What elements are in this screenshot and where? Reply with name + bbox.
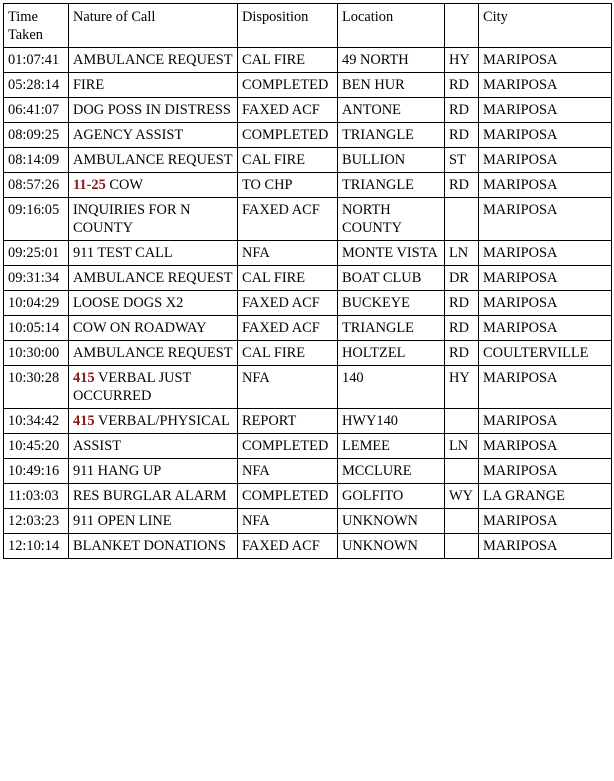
cell-disposition: CAL FIRE xyxy=(238,148,338,173)
cell-disposition: CAL FIRE xyxy=(238,341,338,366)
header-street-suffix xyxy=(445,4,479,48)
cell-location: ANTONE xyxy=(338,98,445,123)
cell-location: NORTH COUNTY xyxy=(338,198,445,241)
cell-street-suffix: ST xyxy=(445,148,479,173)
table-row xyxy=(4,341,612,366)
cell-street-suffix: RD xyxy=(445,123,479,148)
cell-location: TRIANGLE xyxy=(338,173,445,198)
cell-city: MARIPOSA xyxy=(479,534,612,559)
table-header-row xyxy=(4,4,612,48)
nature-text: LOOSE DOGS X2 xyxy=(73,295,184,311)
cell-disposition: CAL FIRE xyxy=(238,266,338,291)
cell-nature xyxy=(69,341,238,366)
cell-city: COULTERVILLE xyxy=(479,341,612,366)
cell-time: 10:34:42 xyxy=(4,409,69,434)
cell-street-suffix xyxy=(445,198,479,241)
cell-nature xyxy=(69,173,238,198)
nature-text: INQUIRIES FOR N COUNTY xyxy=(73,202,191,236)
cell-time: 05:28:14 xyxy=(4,73,69,98)
cell-nature xyxy=(69,48,238,73)
cell-disposition: REPORT xyxy=(238,409,338,434)
cell-location: BEN HUR xyxy=(338,73,445,98)
cell-disposition: NFA xyxy=(238,366,338,409)
cell-nature xyxy=(69,459,238,484)
cell-street-suffix: RD xyxy=(445,73,479,98)
nature-text: DOG POSS IN DISTRESS xyxy=(73,102,231,118)
cell-disposition: FAXED ACF xyxy=(238,98,338,123)
nature-text: RES BURGLAR ALARM xyxy=(73,488,227,504)
cell-location: BOAT CLUB xyxy=(338,266,445,291)
cell-city: MARIPOSA xyxy=(479,509,612,534)
cell-location: BUCKEYE xyxy=(338,291,445,316)
table-row xyxy=(4,534,612,559)
cell-city: MARIPOSA xyxy=(479,409,612,434)
nature-text: VERBAL JUST OCCURRED xyxy=(73,370,192,404)
cell-time: 06:41:07 xyxy=(4,98,69,123)
cell-street-suffix: RD xyxy=(445,291,479,316)
cell-time: 08:14:09 xyxy=(4,148,69,173)
table-row xyxy=(4,291,612,316)
cell-city: MARIPOSA xyxy=(479,73,612,98)
cell-disposition: FAXED ACF xyxy=(238,291,338,316)
cell-street-suffix: RD xyxy=(445,98,479,123)
cell-location: 49 NORTH xyxy=(338,48,445,73)
nature-text: AMBULANCE REQUEST xyxy=(73,152,233,168)
cell-disposition: COMPLETED xyxy=(238,434,338,459)
cell-time: 10:45:20 xyxy=(4,434,69,459)
table-row xyxy=(4,266,612,291)
cell-nature xyxy=(69,241,238,266)
table-row xyxy=(4,316,612,341)
cell-street-suffix: HY xyxy=(445,366,479,409)
table-row xyxy=(4,509,612,534)
cell-time: 12:03:23 xyxy=(4,509,69,534)
cell-city: MARIPOSA xyxy=(479,434,612,459)
nature-text: AGENCY ASSIST xyxy=(73,127,184,143)
nature-text: ASSIST xyxy=(73,438,121,454)
nature-text: 911 TEST CALL xyxy=(73,245,173,261)
cell-city: MARIPOSA xyxy=(479,98,612,123)
cell-time: 01:07:41 xyxy=(4,48,69,73)
cell-time: 09:16:05 xyxy=(4,198,69,241)
cell-city: MARIPOSA xyxy=(479,316,612,341)
cell-nature xyxy=(69,534,238,559)
cell-street-suffix: HY xyxy=(445,48,479,73)
cell-location: HWY140 xyxy=(338,409,445,434)
cell-city: MARIPOSA xyxy=(479,291,612,316)
cell-city: MARIPOSA xyxy=(479,266,612,291)
cell-location: UNKNOWN xyxy=(338,534,445,559)
cell-disposition: FAXED ACF xyxy=(238,316,338,341)
table-row xyxy=(4,459,612,484)
cell-street-suffix xyxy=(445,509,479,534)
cell-location: TRIANGLE xyxy=(338,316,445,341)
cell-disposition: COMPLETED xyxy=(238,484,338,509)
cell-nature xyxy=(69,484,238,509)
cell-time: 10:30:00 xyxy=(4,341,69,366)
cell-street-suffix xyxy=(445,459,479,484)
cell-time: 11:03:03 xyxy=(4,484,69,509)
header-nature-of-call: Nature of Call xyxy=(69,4,238,48)
cell-time: 08:57:26 xyxy=(4,173,69,198)
cell-location: MONTE VISTA xyxy=(338,241,445,266)
header-city: City xyxy=(479,4,612,48)
call-code: 415 xyxy=(73,370,95,386)
call-code: 11-25 xyxy=(73,177,106,193)
cell-nature xyxy=(69,366,238,409)
cell-city: MARIPOSA xyxy=(479,459,612,484)
cell-location: MCCLURE xyxy=(338,459,445,484)
cell-nature xyxy=(69,123,238,148)
cell-time: 10:05:14 xyxy=(4,316,69,341)
cell-city: MARIPOSA xyxy=(479,198,612,241)
table-row xyxy=(4,148,612,173)
cell-time: 10:30:28 xyxy=(4,366,69,409)
table-row xyxy=(4,98,612,123)
nature-text: 911 HANG UP xyxy=(73,463,162,479)
cell-street-suffix: RD xyxy=(445,316,479,341)
cell-city: MARIPOSA xyxy=(479,366,612,409)
cell-street-suffix xyxy=(445,409,479,434)
cell-street-suffix: RD xyxy=(445,341,479,366)
cell-location: 140 xyxy=(338,366,445,409)
cell-disposition: TO CHP xyxy=(238,173,338,198)
call-log-table xyxy=(3,3,612,559)
cell-city: MARIPOSA xyxy=(479,123,612,148)
nature-text: 911 OPEN LINE xyxy=(73,513,172,529)
nature-text: AMBULANCE REQUEST xyxy=(73,345,233,361)
cell-nature xyxy=(69,409,238,434)
table-row xyxy=(4,241,612,266)
nature-text: AMBULANCE REQUEST xyxy=(73,270,233,286)
nature-text: BLANKET DONATIONS xyxy=(73,538,226,554)
cell-nature xyxy=(69,266,238,291)
cell-city: MARIPOSA xyxy=(479,173,612,198)
cell-disposition: NFA xyxy=(238,459,338,484)
table-row xyxy=(4,198,612,241)
cell-location: HOLTZEL xyxy=(338,341,445,366)
cell-disposition: NFA xyxy=(238,241,338,266)
cell-city: MARIPOSA xyxy=(479,48,612,73)
cell-time: 10:04:29 xyxy=(4,291,69,316)
cell-nature xyxy=(69,509,238,534)
cell-nature xyxy=(69,73,238,98)
cell-disposition: COMPLETED xyxy=(238,73,338,98)
cell-street-suffix xyxy=(445,534,479,559)
nature-text: COW xyxy=(109,177,143,193)
cell-location: TRIANGLE xyxy=(338,123,445,148)
table-row xyxy=(4,73,612,98)
table-row xyxy=(4,484,612,509)
cell-nature xyxy=(69,434,238,459)
nature-text: FIRE xyxy=(73,77,105,93)
table-row xyxy=(4,48,612,73)
header-disposition: Disposition xyxy=(238,4,338,48)
header-location: Location xyxy=(338,4,445,48)
cell-nature xyxy=(69,98,238,123)
table-row xyxy=(4,123,612,148)
cell-time: 09:31:34 xyxy=(4,266,69,291)
cell-street-suffix: RD xyxy=(445,173,479,198)
call-code: 415 xyxy=(73,413,95,429)
cell-disposition: FAXED ACF xyxy=(238,534,338,559)
cell-location: LEMEE xyxy=(338,434,445,459)
nature-text: AMBULANCE REQUEST xyxy=(73,52,233,68)
cell-disposition: CAL FIRE xyxy=(238,48,338,73)
header-time-taken: Time Taken xyxy=(4,4,69,48)
cell-disposition: COMPLETED xyxy=(238,123,338,148)
cell-street-suffix: LN xyxy=(445,241,479,266)
cell-time: 09:25:01 xyxy=(4,241,69,266)
cell-city: MARIPOSA xyxy=(479,241,612,266)
cell-street-suffix: DR xyxy=(445,266,479,291)
table-row xyxy=(4,409,612,434)
cell-time: 08:09:25 xyxy=(4,123,69,148)
cell-nature xyxy=(69,316,238,341)
cell-location: GOLFITO xyxy=(338,484,445,509)
cell-time: 10:49:16 xyxy=(4,459,69,484)
cell-city: MARIPOSA xyxy=(479,148,612,173)
table-row xyxy=(4,173,612,198)
cell-location: UNKNOWN xyxy=(338,509,445,534)
cell-street-suffix: LN xyxy=(445,434,479,459)
nature-text: COW ON ROADWAY xyxy=(73,320,207,336)
cell-nature xyxy=(69,198,238,241)
cell-time: 12:10:14 xyxy=(4,534,69,559)
cell-disposition: NFA xyxy=(238,509,338,534)
cell-nature xyxy=(69,148,238,173)
table-row xyxy=(4,366,612,409)
cell-nature xyxy=(69,291,238,316)
nature-text: VERBAL/PHYSICAL xyxy=(97,413,230,429)
cell-street-suffix: WY xyxy=(445,484,479,509)
cell-disposition: FAXED ACF xyxy=(238,198,338,241)
table-row xyxy=(4,434,612,459)
cell-location: BULLION xyxy=(338,148,445,173)
cell-city: LA GRANGE xyxy=(479,484,612,509)
